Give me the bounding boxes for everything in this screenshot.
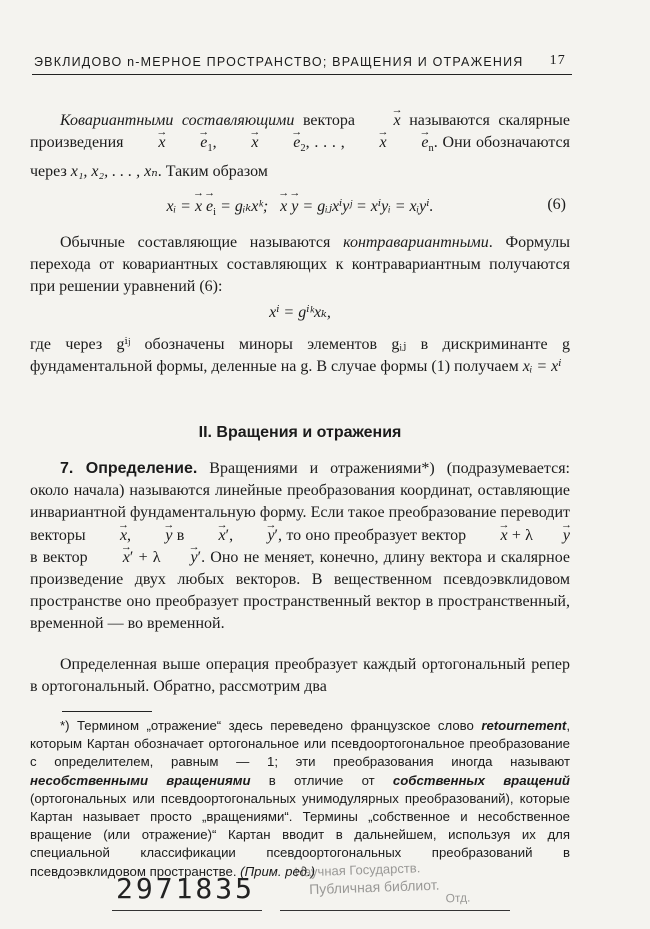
fn-text-1: *) Термином „отражение“ здесь переведено французское слово bbox=[60, 718, 482, 733]
p1-components: x₁, x₂, . . . , xₙ bbox=[70, 162, 158, 180]
fn-editor-note: (Прим. ред.) bbox=[240, 863, 316, 879]
term-contravariant: контравариантными bbox=[343, 234, 489, 251]
fn-text-3: , которым Картан обозначает ортогональное или псевдоортогональное преобразование с определителем, равным — 1; эти преобразования иногда называют bbox=[30, 718, 570, 770]
stamp-line-2: Публичная библиот. bbox=[308, 876, 440, 898]
p1-text-4: . Таким образом bbox=[157, 162, 268, 180]
footnote-rule bbox=[62, 711, 152, 712]
p4-text-4: в вектор bbox=[30, 548, 93, 566]
p1-text-3: . Они обозначаются через bbox=[30, 134, 571, 180]
fn-term-proper: собственных вращений bbox=[392, 772, 570, 788]
stamp-line-3: Отд. bbox=[445, 890, 471, 906]
definition-heading: 7. Определение. bbox=[60, 460, 198, 477]
inventory-number: 2971835 bbox=[116, 872, 256, 905]
equation-inverse bbox=[30, 302, 570, 322]
eq6-lhs: xᵢ = bbox=[166, 198, 195, 215]
p2-text-1: Обычные составляющие называются bbox=[60, 234, 344, 251]
p1-text-1: вектора bbox=[294, 112, 364, 129]
equation-number: (6) bbox=[547, 196, 566, 213]
running-head bbox=[32, 52, 572, 75]
vector-x: → x bbox=[364, 110, 401, 132]
section-heading: II. Вращения и отражения bbox=[198, 424, 402, 441]
stamp-underline-left bbox=[112, 910, 262, 911]
fn-term-improper: несобственными вращениями bbox=[30, 772, 251, 788]
p1-dots: , . . . , bbox=[305, 134, 350, 152]
p2-text-2: . Формулы перехода от ковариантных составляющих к контравариантным получаются при решении уравнений (6): bbox=[30, 234, 570, 296]
paragraph-operation bbox=[30, 654, 570, 698]
eq-inverse-text: xⁱ = gⁱᵏxₖ, bbox=[269, 304, 331, 321]
eq6-mid: = gᵢₖxᵏ; bbox=[216, 198, 269, 215]
p5-text: Определенная выше операция преобразует каждый ортогональный репер в ортогональный. Обратно, рассмотрим два bbox=[30, 656, 570, 696]
p4-text-5: . Оно не меняет, конечно, длину вектора и скалярное произведение двух любых векторов. В вещественном псевдоэвклидовом пространстве оно преобразует пространственный вектор в пространственный, временной — во временной. bbox=[30, 548, 570, 633]
stamp-line-1: Научная Государств. bbox=[294, 860, 421, 880]
eq6-rhs: = gᵢⱼxⁱyʲ = xⁱyᵢ = xᵢyⁱ. bbox=[298, 198, 434, 215]
p4-text-1: Вращениями и отражениями*) (подразумевается: около начала) называются линейные преобразования координат, оставляющие инвариантной фундаментальную форму. Если такое преобразование переводит векторы bbox=[30, 460, 571, 544]
fn-text-7: (ортогональных или псевдоортогональных унимодулярных преобразований), которые Картан называет просто „вращениями“. Термины „собственное и несобственное вращение (или отражение)“ Картан вводит в дальнейшем, используя их для специальной классификации псевдоортогональных преобразований в псевдоэвклидовом пространстве. bbox=[30, 790, 570, 879]
running-head-title: ЭВКЛИДОВО n-МЕРНОЕ ПРОСТРАНСТВО; ВРАЩЕНИЯ И ОТРАЖЕНИЯ bbox=[34, 55, 524, 69]
page-number: 17 bbox=[549, 53, 566, 68]
p3-formula: xᵢ = xⁱ bbox=[522, 358, 562, 376]
paragraph-definition: 7. Определение. Вращениями и отражениями*) (подразумевается: около начала) называются линейные преобразования координат, оставляющие инвариантной фундаментальную форму. Если такое преобразование переводит векторы → x, → y в → x′, → y′, то оно преобразует вектор → x + λ→ y в вектор → x′ + λ→ y′. Оно не меняет, конечно, длину вектора и скалярное произведение двух любых векторов. В вещественном псевдоэвклидовом пространстве оно преобразует пространственный вектор в пространственный, временной — во временной. bbox=[30, 458, 570, 636]
paragraph-minors bbox=[30, 334, 570, 378]
paragraph-contravariant bbox=[30, 232, 570, 299]
library-stamp bbox=[294, 854, 506, 911]
p3-text-1: где через gⁱʲ обозначены миноры элементов gᵢⱼ в дискриминанте g фундаментальной формы, деленные на g. В случае формы (1) получаем bbox=[30, 336, 570, 376]
p4-text-3: , то оно преобразует вектор bbox=[278, 526, 471, 544]
p4-text-2: в bbox=[172, 526, 189, 544]
paragraph-covariant: Ковариантными составляющими вектора → x называются скалярные произведения → $x \to e_1$, → $x \to e_2$, . . . , → $x \to e_n$. Они обозначаются через x₁, x₂, . . . , xₙ. Таким образом bbox=[30, 110, 570, 183]
p1-text-2: называются скалярные произведения bbox=[30, 112, 571, 152]
term-covariant: Ковариантными составляющими bbox=[60, 112, 295, 129]
fn-text-5: в отличие от bbox=[250, 772, 393, 788]
equation-6: xᵢ = → $x \to e_i$ = gᵢₖxᵏ; → x → y = gᵢⱼxⁱyʲ = xⁱyᵢ = xᵢyⁱ. (6) bbox=[30, 196, 570, 218]
fn-term-retournement: retournement bbox=[481, 718, 567, 733]
